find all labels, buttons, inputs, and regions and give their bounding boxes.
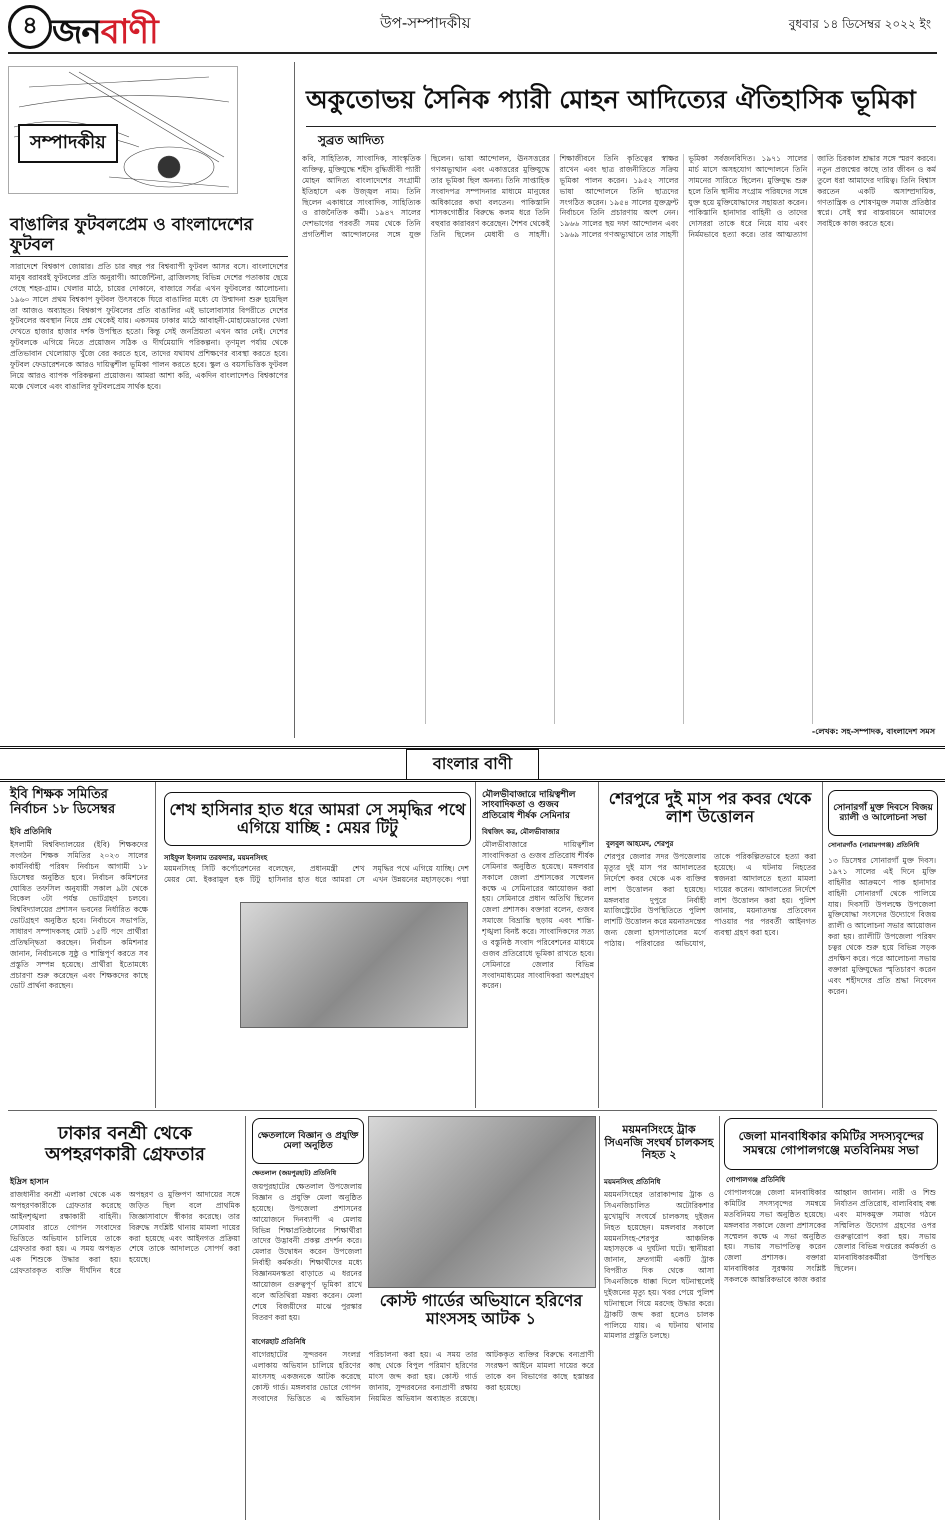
- news-photo: [240, 902, 468, 1028]
- logo-part-2: বাণী: [100, 12, 158, 52]
- story-body: শেরপুর জেলার সদর উপজেলায় মৃত্যুর দুই মাস পর আদালতের নির্দেশে কবর থেকে এক ব্যক্তির লাশ উত্তোলন করা হয়েছে। মঙ্গলবার দুপুরে নির্বাহী ম্যাজিস্ট্রেটের উপস্থিতিতে পুলিশ লাশটি উত্তোলন করে ময়নাতদন্তের জন্য জেলা হাসপাতালের মর্গে পাঠায়। পরিবারের অভিযোগ, তাকে পরিকল্পিতভাবে হত্যা করা হয়েছে। এ ঘটনায় নিহতের স্বজনরা আদালতে হত্যা মামলা দায়ের করেন। আদালতের নির্দেশে লাশ উত্তোলন করা হয়। পুলিশ জানায়, ময়নাতদন্ত প্রতিবেদন পাওয়ার পর পরবর্তী আইনগত ব্যবস্থা গ্রহণ করা হবে।: [604, 852, 816, 948]
- story-body: ১৩ ডিসেম্বর সোনারগাঁ মুক্ত দিবস। ১৯৭১ সালের এই দিনে মুক্তি বাহিনীর আক্রমণে পাক হানাদার বাহিনী সোনারগাঁ থেকে পালিয়ে যায়। দিবসটি উপলক্ষে উপজেলা মুক্তিযোদ্ধা সংসদের উদ্যোগে বিজয় র‍্যালী ও আলোচনা সভার আয়োজন করা হয়। র‍্যালীটি উপজেলা পরিষদ চত্বর থেকে শুরু হয়ে বিভিন্ন সড়ক প্রদক্ষিণ করে। পরে আলোচনা সভায় বক্তারা মুক্তিযুদ্ধের স্মৃতিচারণ করেন এবং শহীদদের প্রতি শ্রদ্ধা নিবেদন করেন।: [828, 856, 936, 996]
- story-byline: বুলবুল আহমেদ, শেরপুর: [606, 840, 674, 848]
- story-byline: ক্ষেতলাল (জয়পুরহাট) প্রতিনিধি: [252, 1169, 337, 1177]
- story-byline: ইবি প্রতিনিধি: [10, 827, 52, 836]
- story-body: ইসলামী বিশ্ববিদ্যালয়ের (ইবি) শিক্ষকদের সংগঠন শিক্ষক সমিতির ২০২৩ সালের কার্যনির্বাহী পরিষদ নির্বাচন আগামী ১৮ ডিসেম্বর অনুষ্ঠিত হবে। নির্বাচন কমিশনের ঘোষিত তফসিল অনুযায়ী সকাল ৯টা থেকে বিকেল ৩টা পর্যন্ত ভোটগ্রহণ চলবে। বিশ্ববিদ্যালয়ের প্রশাসন ভবনের নির্ধারিত কক্ষে ভোটগ্রহণ অনুষ্ঠিত হবে। নির্বাচনে সভাপতি, সাধারণ সম্পাদকসহ মোট ১৫টি পদে প্রার্থীরা প্রতিদ্বন্দ্বিতা করছেন। নির্বাচন কমিশনার জানান, নির্বাচনকে সুষ্ঠু ও শান্তিপূর্ণ করতে সব প্রস্তুতি সম্পন্ন হয়েছে। প্রার্থীরা ইতোমধ্যে প্রচারণা শুরু করেছেন এবং শিক্ষকদের কাছে ভোট প্রার্থনা করছেন।: [10, 840, 148, 991]
- story-headline: ময়মনসিংহে ট্রাক সিএনজি সংঘর্ষ চালকসহ নিহত ২: [604, 1123, 714, 1162]
- coast-guard-photo: [368, 1116, 596, 1288]
- story-headline: জেলা মানবাধিকার কমিটির সদস্যবৃন্দের সমন্বয়ে গোপালগঞ্জে মতবিনিময় সভা: [724, 1118, 938, 1170]
- story-byline: ময়মনসিংহ প্রতিনিধি: [604, 1178, 661, 1186]
- story-body: ময়মনসিংহের তারাকান্দায় ট্রাক ও সিএনজিচালিত অটোরিকশার মুখোমুখি সংঘর্ষে চালকসহ দুইজন নিহত হয়েছেন। মঙ্গলবার সকালে ময়মনসিংহ-শেরপুর আঞ্চলিক মহাসড়কে এ দুর্ঘটনা ঘটে। স্থানীয়রা জানান, দ্রুতগামী একটি ট্রাক বিপরীত দিক থেকে আসা সিএনজিকে ধাক্কা দিলে ঘটনাস্থলেই দুইজনের মৃত্যু হয়। খবর পেয়ে পুলিশ ঘটনাস্থলে গিয়ে মরদেহ উদ্ধার করে। ট্রাকটি জব্দ করা হলেও চালক পালিয়ে যায়। এ ঘটনায় থানায় মামলার প্রস্তুতি চলছে।: [604, 1190, 714, 1341]
- story-body: মৌলভীবাজারে দায়িত্বশীল সাংবাদিকতা ও গুজব প্রতিরোধ শীর্ষক সেমিনার অনুষ্ঠিত হয়েছে। মঙ্গলবার সকালে জেলা প্রশাসকের সম্মেলন কক্ষে এ সেমিনারের আয়োজন করা হয়। সেমিনারে প্রধান অতিথি ছিলেন জেলা প্রশাসক। বক্তারা বলেন, গুজব সমাজে বিভ্রান্তি ছড়ায় এবং শান্তি-শৃঙ্খলা বিনষ্ট করে। সাংবাদিকদের সত্য ও বস্তুনিষ্ঠ সংবাদ পরিবেশনের মাধ্যমে গুজব প্রতিরোধে ভূমিকা রাখতে হবে। সেমিনারে জেলার বিভিন্ন সংবাদমাধ্যমের সাংবাদিকরা অংশগ্রহণ করেন।: [482, 840, 594, 991]
- editorial-divider: [10, 256, 288, 257]
- story-headline: শেখ হাসিনার হাত ধরে আমরা সে সমৃদ্ধির পথে এগিয়ে যাচ্ছি : মেয়র টিটু: [164, 792, 471, 846]
- banner-label: বাংলার বাণী: [406, 749, 539, 780]
- editorial-body: সারাদেশে বিশ্বকাপ জোয়ার। প্রতি চার বছর পর বিশ্বব্যাপী ফুটবল আসর বসে। বাংলাদেশের মানুষ বরাবরই ফুটবলের প্রতি অনুরাগী। আর্জেন্টিনা, ব্রাজিলসহ বিভিন্ন দেশের পতাকায় ছেয়ে গেছে শহর-গ্রাম। খেলার মাঠে, চায়ের দোকানে, বাজারে সর্বত্র এখন ফুটবলের আলোচনা। ১৯৬০ সালে প্রথম বিশ্বকাপ ফুটবল উৎসবকে ঘিরে বাঙালির মধ্যে যে উন্মাদনা শুরু হয়েছিল তা আজও অব্যাহত। বিশ্বকাপ ফুটবলের প্রতি বাঙালির এই ভালোবাসার বিপরীতে দেশের ফুটবলের অবস্থান নিয়ে প্রশ্ন থেকেই যায়। একসময় ঢাকার মাঠে আবাহনী-মোহামেডানের খেলা দেখতে হাজার হাজার দর্শক উপস্থিত হতো। কিন্তু সেই জনপ্রিয়তা এখন আর নেই। দেশের ফুটবলকে এগিয়ে নিতে প্রয়োজন সঠিক ও দীর্ঘমেয়াদি পরিকল্পনা। তৃণমূল পর্যায় থেকে প্রতিভাবান খেলোয়াড় খুঁজে বের করতে হবে, তাদের যথাযথ প্রশিক্ষণের ব্যবস্থা করতে হবে। ফুটবল ফেডারেশনকে আরও দায়িত্বশীল ভূমিকা পালন করতে হবে। স্কুল ও বয়সভিত্তিক ফুটবল নিয়ে আরও ব্যাপক পরিকল্পনা প্রয়োজন। আমরা আশা করি, একদিন বাংলাদেশও বিশ্বকাপের মঞ্চে খেলবে এবং বাঙালির ফুটবলপ্রেম সার্থক হবে।: [10, 262, 288, 391]
- story-headline: কোস্ট গার্ডের অভিযানে হরিণের মাংসসহ আটক ১: [379, 1291, 583, 1329]
- page-number: ৪: [8, 5, 52, 49]
- lead-divider: [306, 126, 936, 127]
- column-divider: [155, 782, 156, 1108]
- masthead-rule: [8, 52, 937, 54]
- row-divider: [8, 1110, 937, 1111]
- column-divider: [599, 1116, 600, 1520]
- story-headline: সোনারগাঁ মুক্ত দিবসে বিজয় র‍্যালী ও আলোচনা সভা: [828, 790, 938, 836]
- lead-byline: সুব্রত আদিত্য: [318, 133, 384, 147]
- story-headline: ক্ষেতলালে বিজ্ঞান ও প্রযুক্তি মেলা অনুষ্ঠিত: [252, 1118, 364, 1164]
- story-body: ময়মনসিংহ সিটি কর্পোরেশনের মেয়র মো. ইকরামুল হক টিটু বলেছেন, প্রধানমন্ত্রী শেখ হাসিনার হাত ধরে আমরা সে সমৃদ্ধির পথে এগিয়ে যাচ্ছি। দেশ এখন উন্নয়নের মহাসড়কে। পদ্মা: [164, 864, 469, 884]
- story-byline: গোপালগঞ্জ প্রতিনিধি: [726, 1176, 786, 1184]
- story-byline: সোনারগাঁও (নারায়ণগঞ্জ) প্রতিনিধি: [828, 841, 920, 849]
- story-headline: ইবি শিক্ষক সমিতির নির্বাচন ১৮ ডিসেম্বর: [10, 787, 116, 817]
- story-body: বাগেরহাটের সুন্দরবন সংলগ্ন এলাকায় অভিযান চালিয়ে হরিণের মাংসসহ একজনকে আটক করেছে কোস্ট গার্ড। মঙ্গলবার ভোরে গোপন সংবাদের ভিত্তিতে এ অভিযান পরিচালনা করা হয়। এ সময় তার কাছ থেকে বিপুল পরিমাণ হরিণের মাংস জব্দ করা হয়। কোস্ট গার্ড জানায়, সুন্দরবনের বন্যপ্রাণী রক্ষায় নিয়মিত অভিযান অব্যাহত রয়েছে। আটককৃত ব্যক্তির বিরুদ্ধে বন্যপ্রাণী সংরক্ষণ আইনে মামলা দায়ের করে তাকে বন বিভাগের কাছে হস্তান্তর করা হয়েছে।: [252, 1350, 594, 1403]
- story-headline: ঢাকার বনশ্রী থেকে অপহরণকারী গ্রেফতার: [45, 1123, 205, 1165]
- column-divider: [598, 782, 599, 1108]
- column-divider: [719, 1116, 720, 1520]
- lead-headline: অকুতোভয় সৈনিক প্যারী মোহন আদিত্যের ঐতিহাসিক ভূমিকা: [306, 85, 916, 114]
- issue-date: বুধবার ১৪ ডিসেম্বর ২০২২ ইং: [788, 17, 931, 31]
- section-banner: [0, 746, 945, 782]
- story-headline: শেরপুরে দুই মাস পর কবর থেকে লাশ উত্তোলন: [608, 789, 812, 827]
- story-body: গোপালগঞ্জে জেলা মানবাধিকার কমিটির সদস্যবৃন্দের সমন্বয়ে মতবিনিময় সভা অনুষ্ঠিত হয়েছে। মঙ্গলবার সকালে জেলা প্রশাসকের সম্মেলন কক্ষে এ সভা অনুষ্ঠিত হয়। সভায় সভাপতিত্ব করেন জেলা প্রশাসক। বক্তারা মানবাধিকার সুরক্ষায় সংশ্লিষ্ট সকলকে আন্তরিকভাবে কাজ করার আহ্বান জানান। নারী ও শিশু নির্যাতন প্রতিরোধ, বাল্যবিবাহ বন্ধ এবং মাদকমুক্ত সমাজ গঠনে সম্মিলিত উদ্যোগ গ্রহণের ওপর গুরুত্বারোপ করা হয়। সভায় জেলার বিভিন্ন দপ্তরের কর্মকর্তা ও মানবাধিকারকর্মীরা উপস্থিত ছিলেন।: [724, 1188, 936, 1284]
- column-divider: [822, 782, 823, 1108]
- story-body-continued: [164, 1030, 469, 1104]
- section-title: উপ-সম্পাদকীয়: [380, 14, 471, 32]
- story-byline: বিশ্বজিৎ কর, মৌলভীবাজার: [482, 828, 560, 836]
- editorial-headline: বাঙালির ফুটবলপ্রেম ও বাংলাদেশের ফুটবল: [10, 215, 254, 255]
- story-byline: ইদ্রিস হাসান: [10, 1177, 49, 1186]
- editorial-label: সম্পাদকীয়: [18, 124, 118, 163]
- newspaper-logo: [52, 6, 158, 63]
- story-body: জয়পুরহাটের ক্ষেতলাল উপজেলায় বিজ্ঞান ও প্রযুক্তি মেলা অনুষ্ঠিত হয়েছে। উপজেলা প্রশাসনের আয়োজনে দিনব্যাপী এ মেলায় বিভিন্ন শিক্ষাপ্রতিষ্ঠানের শিক্ষার্থীরা তাদের উদ্ভাবনী প্রকল্প প্রদর্শন করে। মেলার উদ্বোধন করেন উপজেলা নির্বাহী কর্মকর্তা। শিক্ষার্থীদের মধ্যে বিজ্ঞানমনস্কতা বাড়াতে এ ধরনের আয়োজন গুরুত্বপূর্ণ ভূমিকা রাখে বলে অতিথিরা মন্তব্য করেন। মেলা শেষে বিজয়ীদের মাঝে পুরস্কার বিতরণ করা হয়।: [252, 1182, 362, 1322]
- column-divider: [294, 62, 295, 738]
- story-headline: মৌলভীবাজারে দায়িত্বশীল সাংবাদিকতা ও গুজব প্রতিরোধ শীর্ষক সেমিনার: [482, 790, 576, 821]
- story-byline: সাইফুল ইসলাম তরফদার, ময়মনসিংহ: [164, 854, 268, 862]
- logo-part-1: জন: [52, 12, 101, 52]
- column-divider: [245, 1116, 246, 1520]
- story-byline: বাগেরহাট প্রতিনিধি: [252, 1338, 306, 1346]
- column-divider: [475, 782, 476, 1108]
- story-body: রাজধানীর বনশ্রী এলাকা থেকে এক অপহরণকারীকে গ্রেফতার করেছে আইনশৃঙ্খলা রক্ষাকারী বাহিনী। সোমবার রাতে গোপন সংবাদের ভিত্তিতে অভিযান চালিয়ে তাকে গ্রেফতার করা হয়। এ সময় অপহৃত এক শিশুকে উদ্ধার করা হয়। গ্রেফতারকৃত ব্যক্তি দীর্ঘদিন ধরে অপহরণ ও মুক্তিপণ আদায়ের সঙ্গে জড়িত ছিল বলে প্রাথমিক জিজ্ঞাসাবাদে স্বীকার করেছে। তার বিরুদ্ধে সংশ্লিষ্ট থানায় মামলা দায়ের করা হয়েছে এবং আইনগত প্রক্রিয়া শেষে তাকে আদালতে সোপর্দ করা হয়েছে।: [10, 1190, 240, 1276]
- lead-body: কবি, সাহিত্যিক, সাংবাদিক, সাংস্কৃতিক ব্যক্তিত্ব, মুক্তিযুদ্ধে শহীদ বুদ্ধিজীবী প্যারী মোহন আদিত্য বাংলাদেশের সংগ্রামী ইতিহাসে এক উজ্জ্বল নাম। তিনি ছিলেন একাধারে সাংবাদিক, সাহিত্যিক ও রাজনৈতিক কর্মী। ১৯৪৭ সালের দেশভাগের পরবর্তী সময় থেকে তিনি প্রগতিশীল আন্দোলনের সঙ্গে যুক্ত ছিলেন। ভাষা আন্দোলন, ঊনসত্তরের গণঅভ্যুত্থান এবং একাত্তরের মুক্তিযুদ্ধে তার ভূমিকা ছিল অনন্য। তিনি সাপ্তাহিক সংবাদপত্র সম্পাদনার মাধ্যমে মানুষের অধিকারের কথা বলতেন। পাকিস্তানি শাসকগোষ্ঠীর বিরুদ্ধে কলম ধরে তিনি বহুবার কারাবরণ করেছেন। শৈশব থেকেই তিনি ছিলেন মেধাবী ও সাহসী। শিক্ষাজীবনে তিনি কৃতিত্বের স্বাক্ষর রাখেন এবং ছাত্র রাজনীতিতে সক্রিয় ভূমিকা পালন করেন। ১৯৫২ সালের ভাষা আন্দোলনে তিনি ছাত্রদের সংগঠিত করেন। ১৯৫৪ সালের যুক্তফ্রন্ট নির্বাচনে তিনি প্রচারণায় অংশ নেন। ১৯৬৬ সালের ছয় দফা আন্দোলন এবং ১৯৬৯ সালের গণঅভ্যুত্থানে তার সাহসী ভূমিকা সর্বজনবিদিত। ১৯৭১ সালের মার্চ মাসে অসহযোগ আন্দোলনে তিনি সামনের সারিতে ছিলেন। মুক্তিযুদ্ধ শুরু হলে তিনি স্থানীয় সংগ্রাম পরিষদের সঙ্গে যুক্ত হয়ে মুক্তিযোদ্ধাদের সহায়তা করেন। পাকিস্তানি হানাদার বাহিনী ও তাদের দোসররা তাকে ধরে নিয়ে যায় এবং নির্মমভাবে হত্যা করে। তার আত্মত্যাগ জাতি চিরকাল শ্রদ্ধার সঙ্গে স্মরণ করবে। নতুন প্রজন্মের কাছে তার জীবন ও কর্ম তুলে ধরা আমাদের দায়িত্ব। তিনি বিশ্বাস করতেন একটি অসাম্প্রদায়িক, গণতান্ত্রিক ও শোষণমুক্ত সমাজ প্রতিষ্ঠার স্বপ্নে। সেই স্বপ্ন বাস্তবায়নে আমাদের সবাইকে কাজ করতে হবে।: [302, 154, 936, 240]
- lead-author-note: -লেখক: সহ-সম্পাদক, বাংলাদেশ সমস: [811, 727, 935, 736]
